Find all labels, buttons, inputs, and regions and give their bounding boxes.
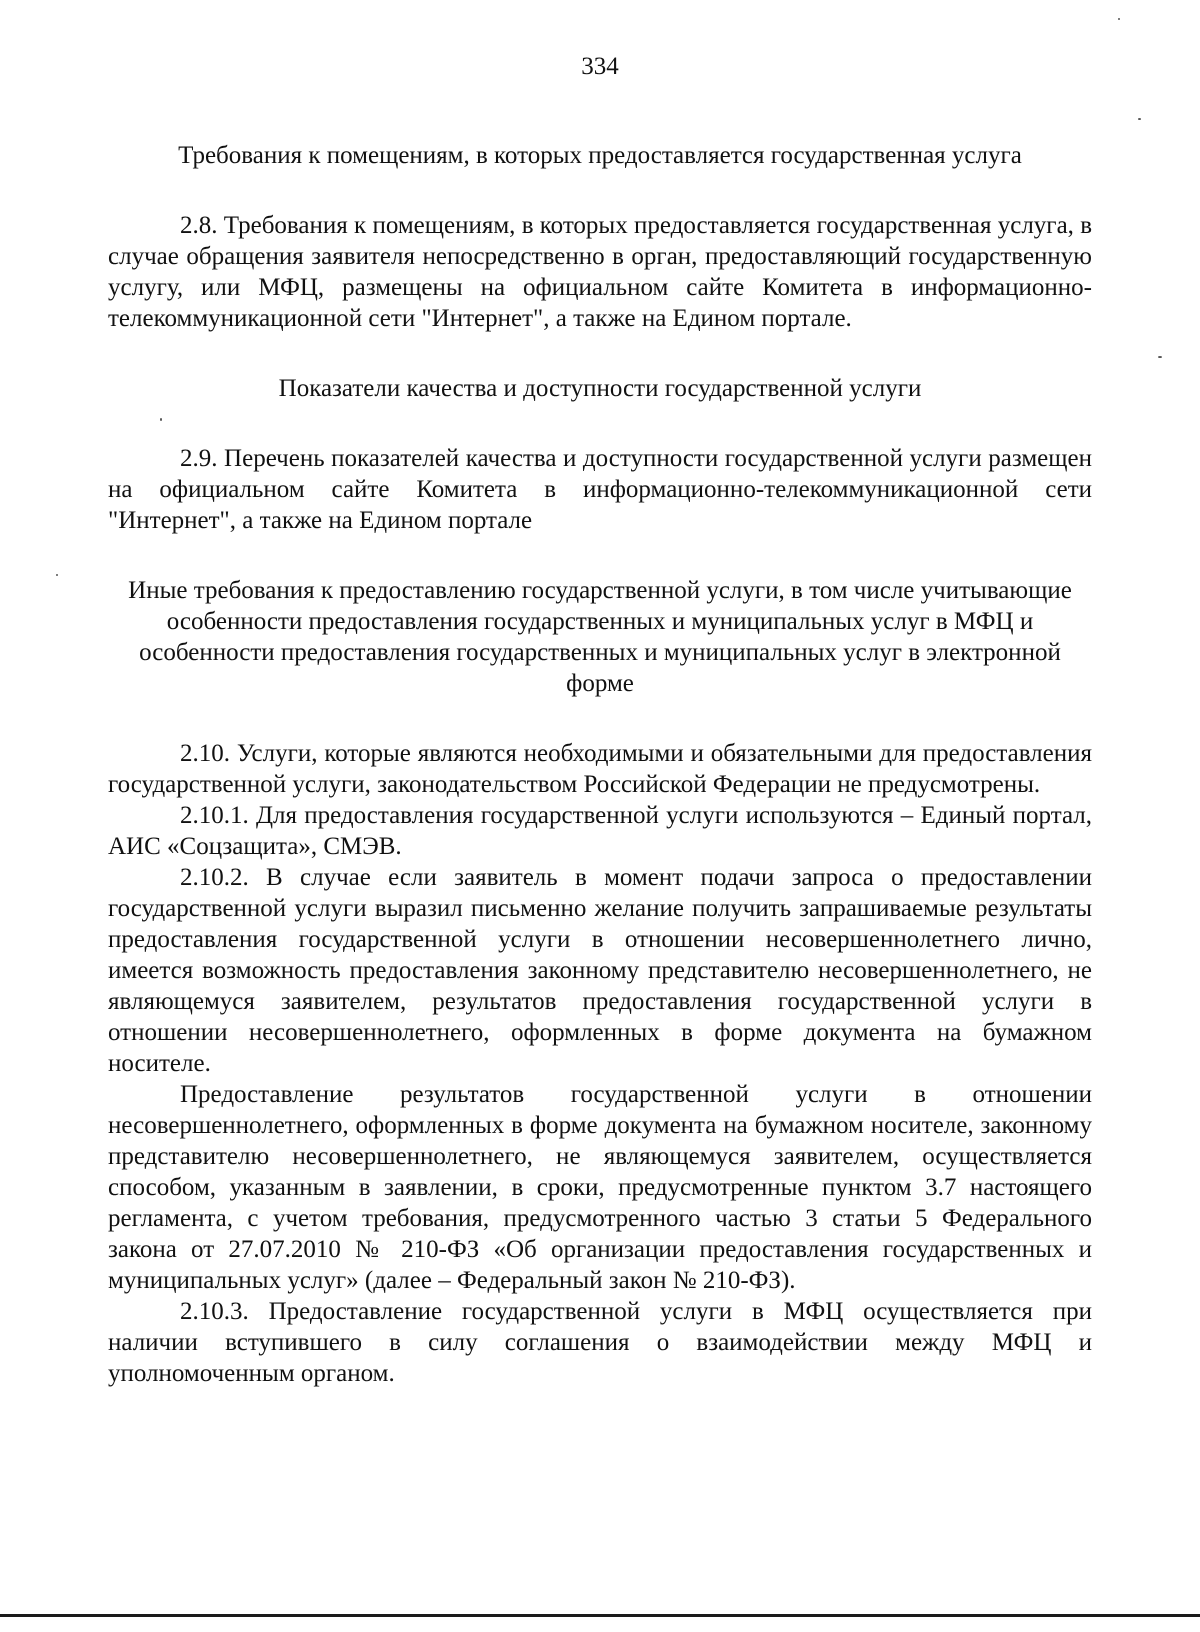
scan-speck (56, 574, 58, 576)
paragraph-2-9: 2.9. Перечень показателей качества и доступности государственной услуги размещен на официальном сайте Комитета в информационно-телекоммуникационной сети "Интернет", а также на Едином портале (108, 445, 1092, 534)
scan-speck (160, 418, 162, 421)
page-number: 334 (581, 53, 619, 80)
scan-speck (1118, 18, 1120, 20)
document-body (108, 140, 1092, 1389)
section-heading-other-requirements: Иные требования к предоставлению государственной услуги, в том числе учитывающие особенности предоставления государственных и муниципальных услуг в МФЦ и особенности предоставления государственных и муниципальных услуг в электронной форме (128, 577, 1072, 697)
paragraph-2-10: 2.10. Услуги, которые являются необходимыми и обязательными для предоставления государственной услуги, законодательством Российской Федерации не предусмотрены. (108, 740, 1092, 798)
paragraph-results-delivery: Предоставление результатов государственной услуги в отношении несовершеннолетнего, оформленных в форме документа на бумажном носителе, законному представителю несовершеннолетнего, не являющемуся заявителем, осуществляется способом, указанным в заявлении, в сроки, предусмотренные пунктом 3.7 настоящего регламента, с учетом требования, предусмотренного частью 3 статьи 5 Федерального закона от 27.07.2010 № 210-ФЗ «Об организации предоставления государственных и муниципальных услуг» (далее – Федеральный закон № 210-ФЗ). (108, 1081, 1092, 1294)
section-heading-premises: Требования к помещениям, в которых предоставляется государственная услуга (178, 142, 1022, 169)
scan-edge-line (0, 1614, 1200, 1617)
paragraph-2-10-3: 2.10.3. Предоставление государственной услуги в МФЦ осуществляется при наличии вступившего в силу соглашения о взаимодействии между МФЦ и уполномоченным органом. (108, 1298, 1092, 1387)
scan-speck (1138, 118, 1141, 120)
scan-speck (1158, 356, 1162, 358)
paragraph-2-10-2: 2.10.2. В случае если заявитель в момент подачи запроса о предоставлении государственной услуги выразил письменно желание получить запрашиваемые результаты предоставления государственной услуги в отношении несовершеннолетнего лично, имеется возможность предоставления законному представителю несовершеннолетнего, не являющемуся заявителем, результатов предоставления государственной услуги в отношении несовершеннолетнего, оформленных в форме документа на бумажном носителе. (108, 864, 1092, 1077)
section-heading-quality: Показатели качества и доступности государственной услуги (278, 375, 922, 402)
paragraph-2-10-1: 2.10.1. Для предоставления государственной услуги используются – Единый портал, АИС «Соцзащита», СМЭВ. (108, 802, 1092, 860)
paragraph-2-8: 2.8. Требования к помещениям, в которых предоставляется государственная услуга, в случае обращения заявителя непосредственно в орган, предоставляющий государственную услугу, или МФЦ, размещены на официальном сайте Комитета в информационно-телекоммуникационной сети "Интернет", а также на Едином портале. (108, 212, 1092, 332)
